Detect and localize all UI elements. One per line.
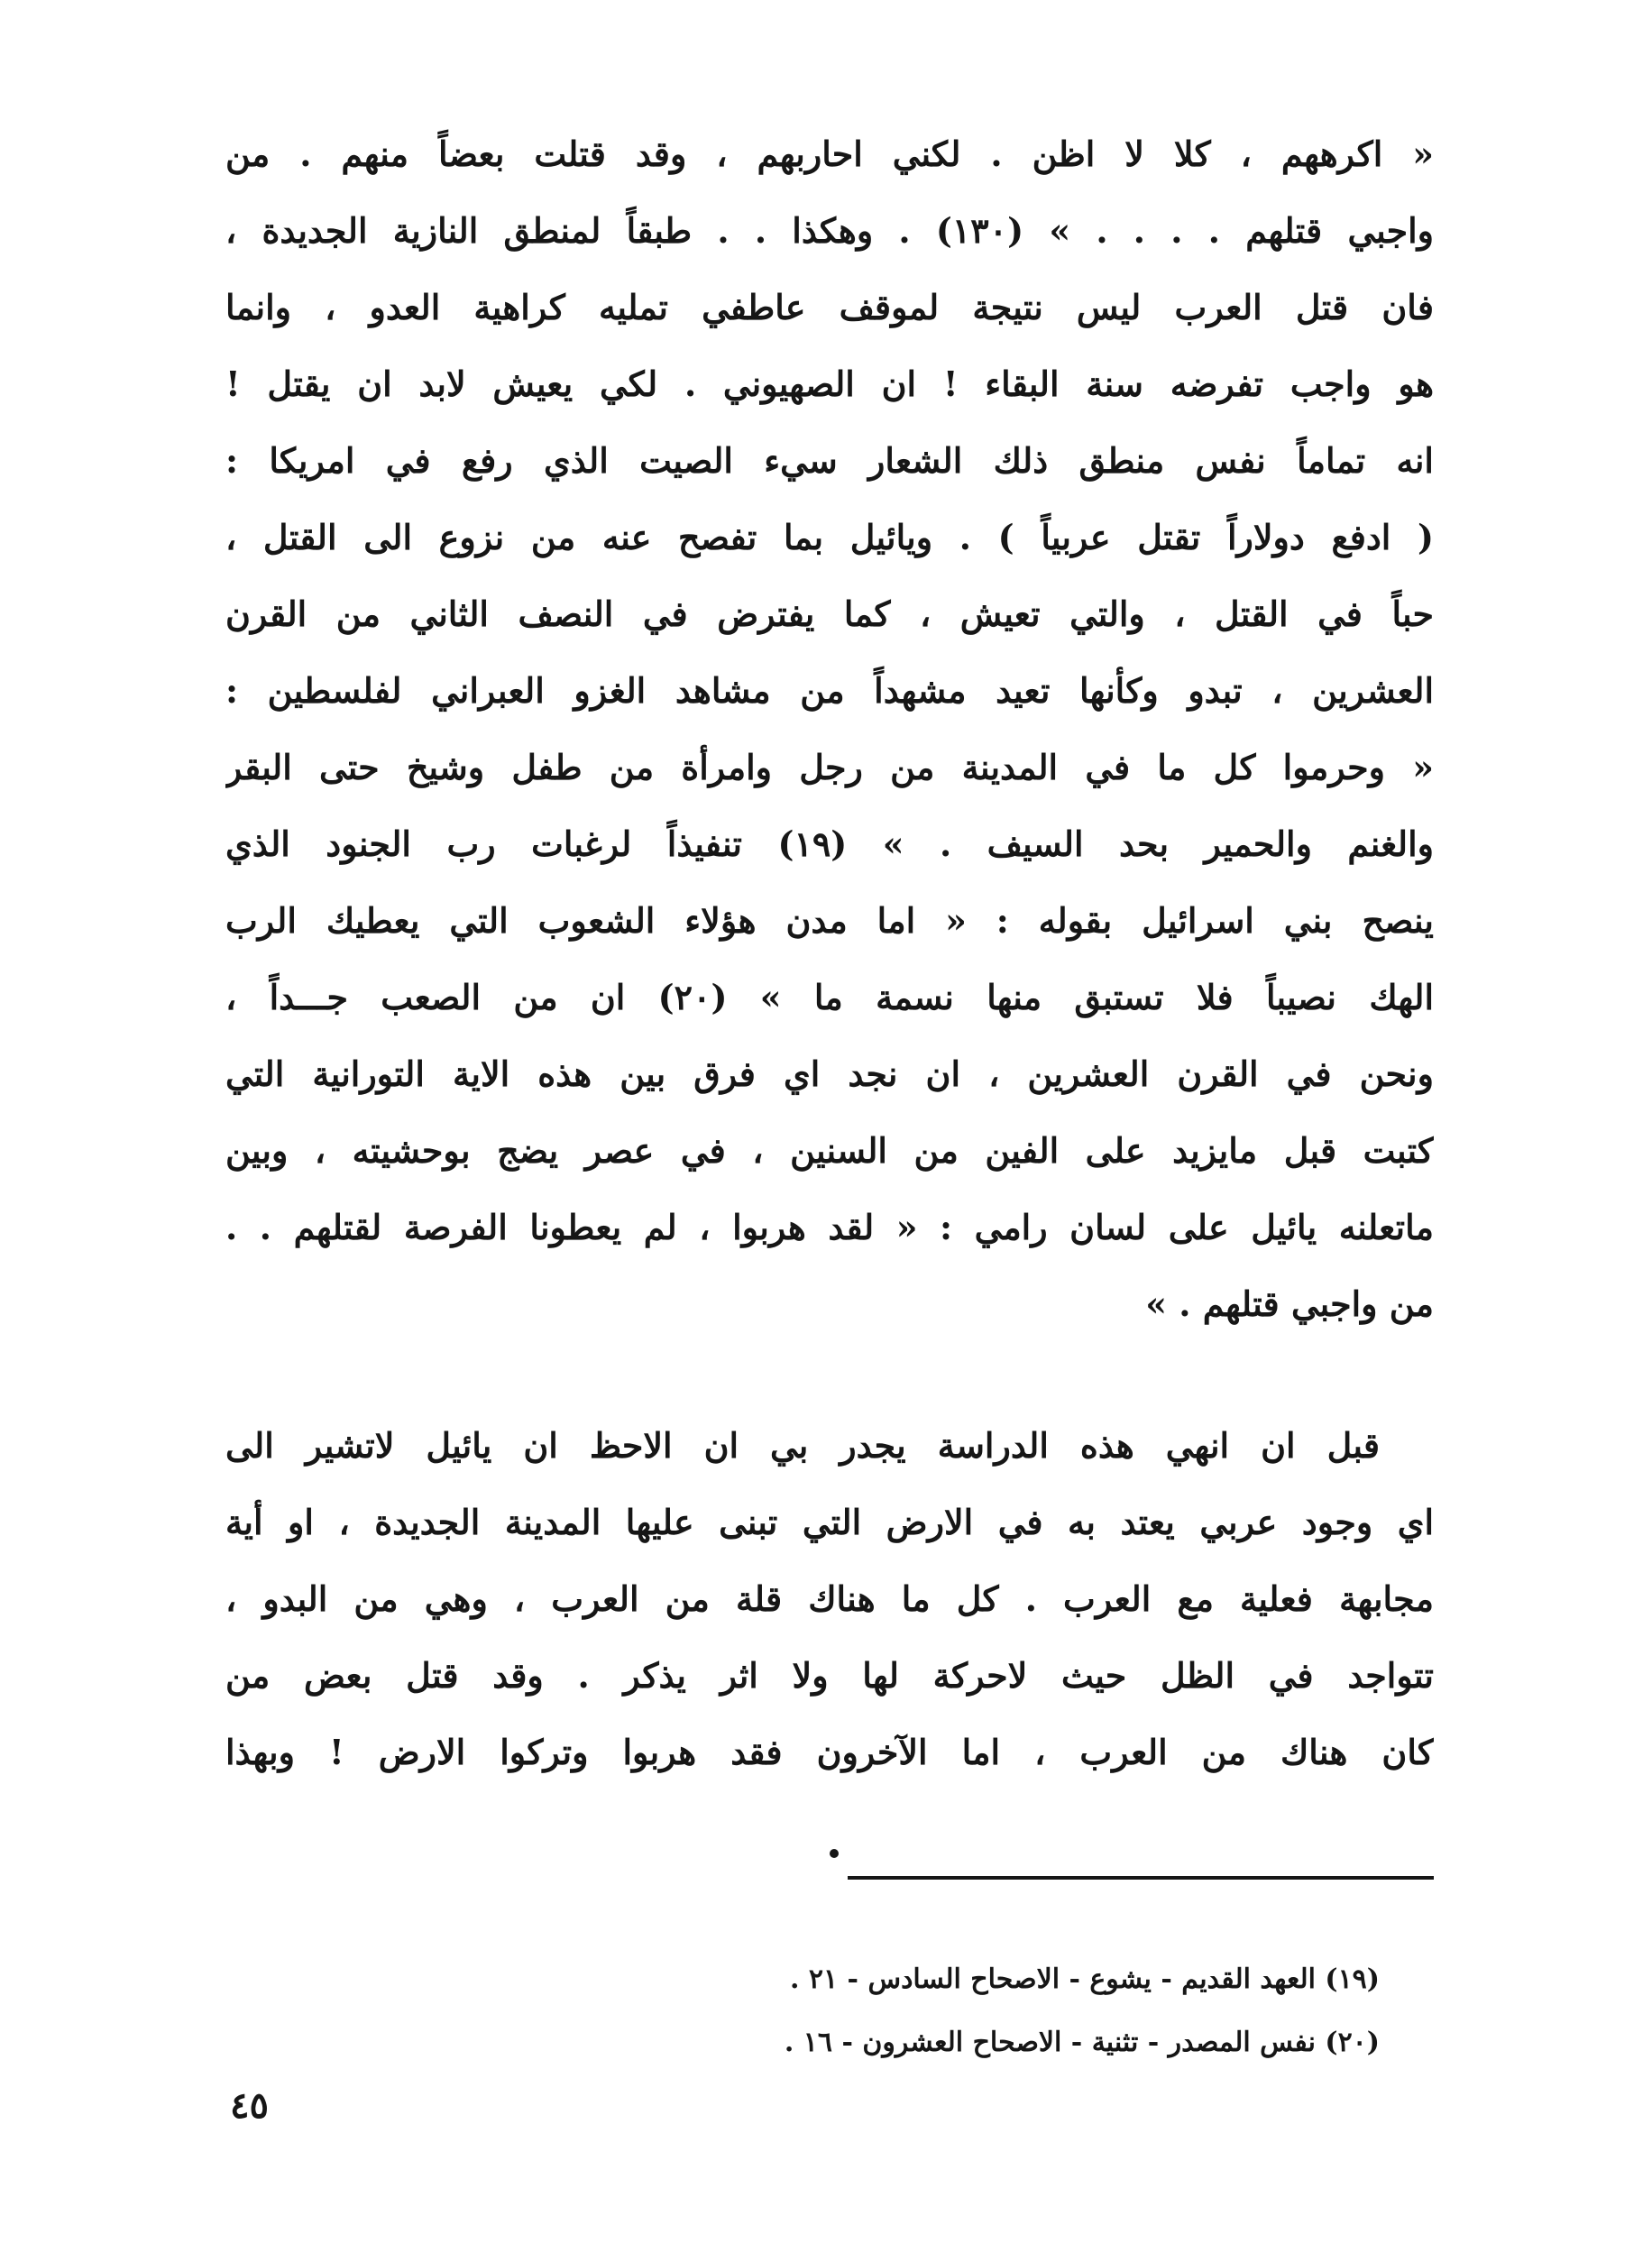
text-line: والغنم والحمير بحد السيف . » (١٩) تنفيذاً لرغبات رب الجنود الذي [225,823,1434,864]
footnote-20: (٢٠) نفس المصدر - تثنية - الاصحاح العشرون - ١٦ . [784,2027,1380,2058]
paragraph-1 [225,115,1434,1342]
text-line: انه تماماً نفس منطق ذلك الشعار سيء الصيت الذي رفع في امريكا : [225,440,1434,481]
footnotes [631,1948,1380,2074]
footnote-divider [848,1876,1434,1880]
text-line: العشرين ، تبدو وكأنها تعيد مشهداً من مشاهد الغزو العبراني لفلسطين : [225,670,1434,711]
text-line: هو واجب تفرضه سنة البقاء ! ان الصهيوني . لكي يعيش لابد ان يقتل ! [225,363,1434,404]
text-line: حباً في القتل ، والتي تعيش ، كما يفترض في النصف الثاني من القرن [225,593,1434,634]
ink-dot [830,1849,839,1858]
text-line: ماتعلنه يائيل على لسان رامي : « لقد هربوا ، لم يعطونا الفرصة لقتلهم . . [225,1207,1434,1247]
text-line: « اكرههم ، كلا لا اظن . لكني احاربهم ، وقد قتلت بعضاً منهم . من [225,133,1434,174]
page-number: ٤٥ [230,2084,269,2127]
text-line: كان هناك من العرب ، اما الآخرون فقد هربوا وتركوا الارض ! وبهذا [225,1732,1434,1772]
text-line: قبل ان انهي هذه الدراسة يجدر بي ان الاحظ ان يائيل لاتشير الى [225,1425,1380,1466]
text-line: واجبي قتلهم . . . . » (١٣٠) . وهكذا . . طبقاً لمنطق النازية الجديدة ، [225,210,1434,251]
text-line: تتواجد في الظل حيث لاحركة لها ولا اثر يذكر . وقد قتل بعض من [225,1655,1434,1696]
text-line: ونحن في القرن العشرين ، ان نجد اي فرق بين هذه الاية التورانية التي [225,1053,1434,1094]
text-line: « وحرموا كل ما في المدينة من رجل وامرأة من طفل وشيخ حتى البقر [225,747,1434,787]
text-line: كتبت قبل مايزيد على الفين من السنين ، في عصر يضج بوحشيته ، وبين [225,1130,1434,1171]
footnote-19: (١٩) العهد القديم - يشوع - الاصحاح السادس - ٢١ . [789,1964,1380,1995]
text-line: ينصح بني اسرائيل بقوله : « اما مدن هؤلاء الشعوب التي يعطيك الرب [225,900,1434,941]
text-line: ( ادفع دولاراً تقتل عربياً ) . ويائيل بما تفصح عنه من نزوع الى القتل ، [225,517,1434,557]
text-line: من واجبي قتلهم . » [1145,1283,1434,1324]
paragraph-2 [225,1407,1434,1790]
text-line: فان قتل العرب ليس نتيجة لموقف عاطفي تمليه كراهية العدو ، وانما [225,287,1434,327]
text-line: اي وجود عربي يعتد به في الارض التي تبنى عليها المدينة الجديدة ، او أية [225,1502,1434,1542]
text-line: مجابهة فعلية مع العرب . كل ما هناك قلة من العرب ، وهي من البدو ، [225,1578,1434,1619]
text-line: الهك نصيباً فلا تستبق منها نسمة ما » (٢٠) ان من الصعب جـــداً ، [225,977,1434,1017]
